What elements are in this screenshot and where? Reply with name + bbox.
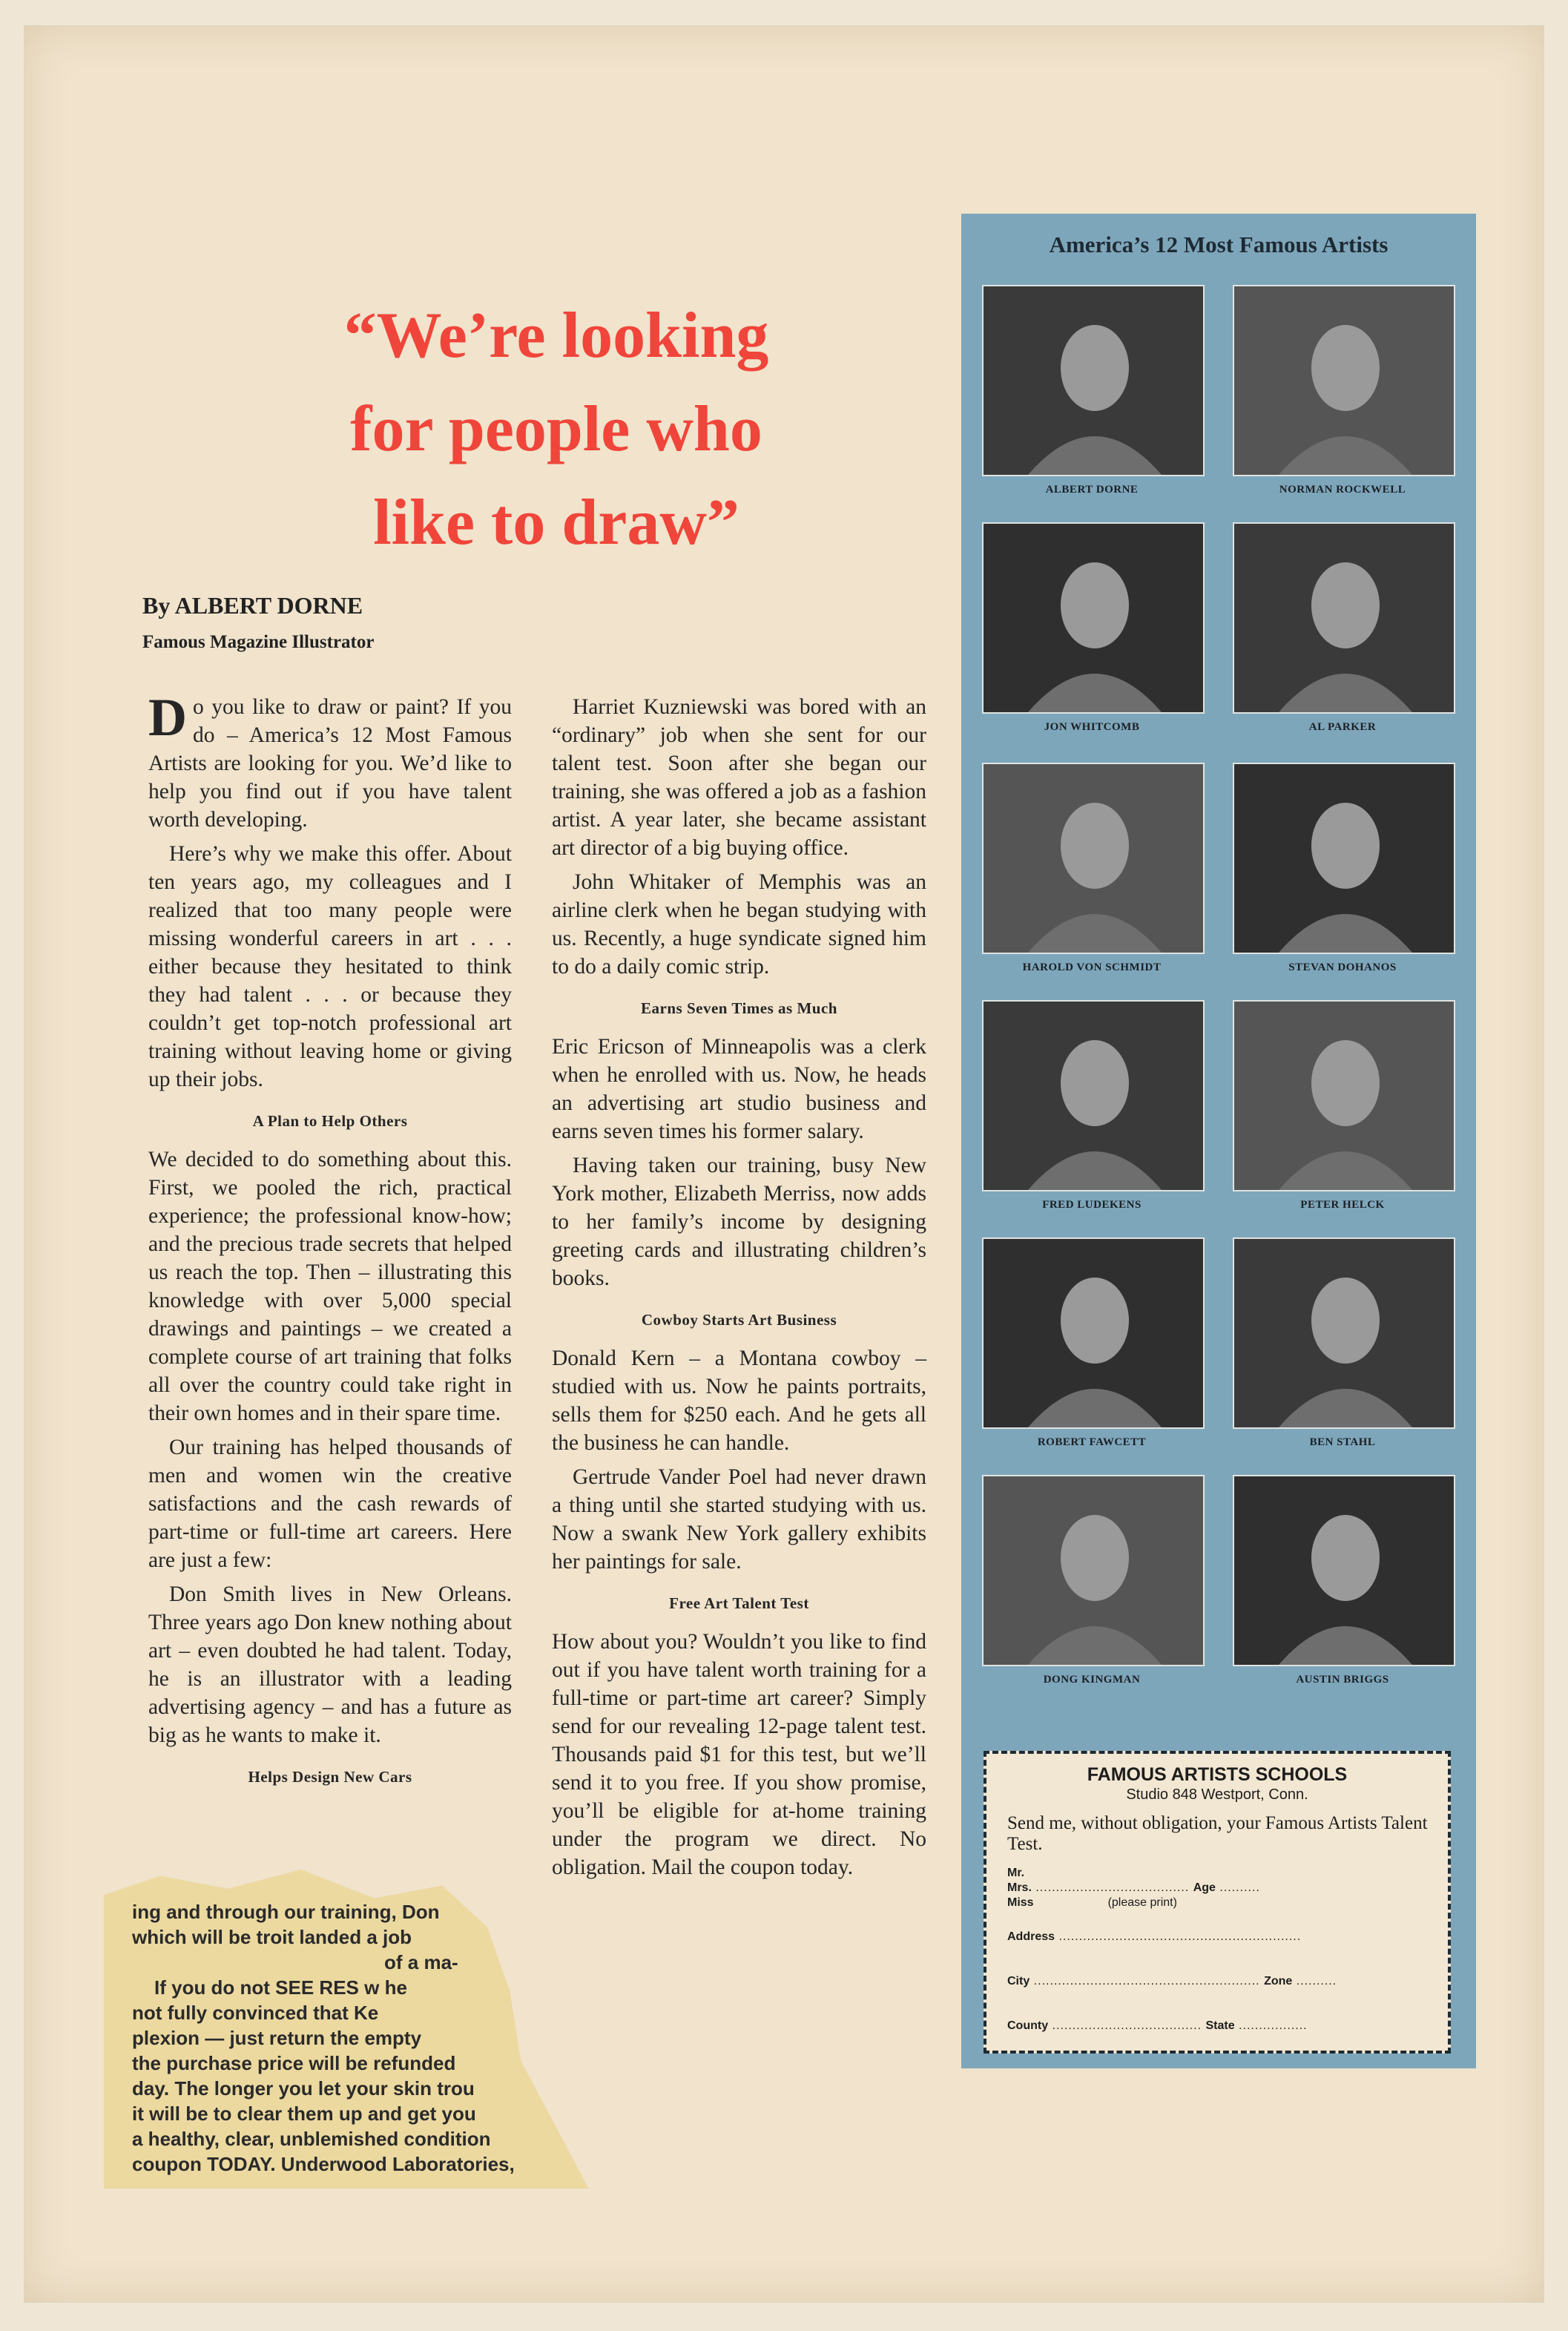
- dots: ..........: [1292, 1975, 1337, 1988]
- headline-line-2: for people who: [350, 393, 762, 465]
- mr-label: Mr.: [1007, 1867, 1025, 1879]
- artist-name-label: DONG KINGMAN: [1043, 1674, 1141, 1686]
- artist-name-label: NORMAN ROCKWELL: [1279, 484, 1406, 496]
- county-field[interactable]: [1007, 2019, 1445, 2033]
- paragraph: Do you like to draw or paint? If you do – America’s 12 Most Famous Artists are looking for you. We’d like to help you find out if you have talent worth developing.: [148, 688, 512, 832]
- dots: ............................................................: [1055, 1930, 1302, 1943]
- artist-name-label: BEN STAHL: [1309, 1436, 1376, 1448]
- paragraph: Eric Ericson of Minneapolis was a clerk when he enrolled with us. Now, he heads an advertising art studio business and earns seven times his former salary.: [552, 1035, 926, 1143]
- portrait-placeholder-icon: [1234, 524, 1454, 712]
- coupon-address: Studio 848 Westport, Conn.: [1126, 1786, 1308, 1803]
- torn-line: of a ma-: [384, 1951, 458, 1973]
- artist-photo: [982, 522, 1205, 714]
- artist-name-label: HAROLD VON SCHMIDT: [1022, 961, 1162, 973]
- headline: [245, 289, 868, 570]
- portrait-placeholder-icon: [984, 524, 1203, 712]
- portrait-placeholder-icon: [1234, 1476, 1454, 1665]
- paragraph: Donald Kern – a Montana cowboy – studied with us. Now he paints portraits, sells them for $250 each. And he gets all the business he can handle.: [552, 1347, 926, 1455]
- portrait-placeholder-icon: [1234, 286, 1454, 475]
- subheading: Earns Seven Times as Much: [641, 999, 837, 1017]
- torn-fragment-text: [132, 1899, 592, 2177]
- panel-title: America’s 12 Most Famous Artists: [1049, 231, 1389, 257]
- torn-line: ing and through our training, Don: [132, 1901, 440, 1923]
- county-label: County: [1007, 2019, 1049, 2032]
- artist-name-label: PETER HELCK: [1300, 1199, 1385, 1211]
- torn-line: day. The longer you let your skin trou: [132, 2077, 475, 2100]
- city-label: City: [1007, 1975, 1030, 1988]
- drop-cap: D: [148, 688, 187, 747]
- artist-name-label: AUSTIN BRIGGS: [1296, 1674, 1389, 1686]
- coupon-form[interactable]: [984, 1751, 1451, 2054]
- dots: .................: [1234, 2019, 1308, 2032]
- torn-line: coupon TODAY. Underwood Laboratories,: [132, 2153, 515, 2175]
- state-label: State: [1205, 2019, 1235, 2032]
- article-column-2: [552, 693, 926, 1887]
- artist-photo: [982, 763, 1205, 954]
- paragraph: Our training has helped thousands of men and women win the creative satisfactions and the cash rewards of part-time or full-time art careers. Here are just a few:: [148, 1436, 512, 1572]
- dots: ..........: [1215, 1881, 1260, 1894]
- address-label: Address: [1007, 1930, 1055, 1943]
- portrait-placeholder-icon: [1234, 1002, 1454, 1190]
- address-field[interactable]: [1007, 1930, 1445, 1944]
- subheading: A Plan to Help Others: [252, 1112, 408, 1130]
- portrait-placeholder-icon: [984, 286, 1203, 475]
- artist-name-label: JON WHITCOMB: [1044, 721, 1140, 733]
- age-label: Age: [1193, 1881, 1216, 1894]
- paragraph: Gertrude Vander Poel had never drawn a thing until she started studying with us. Now a swank New York gallery exhibits her paintings for sale.: [552, 1465, 926, 1574]
- artist-photo: [982, 1000, 1205, 1191]
- paragraph: We decided to do something about this. First, we pooled the rich, practical experience; the professional know-how; and the precious trade secrets that helped us reach the top. Then – illustrating this knowledge with over 5,000 special drawings and paintings – we created a complete course of art training that folks all over the country could take right in their own homes and in their spare time.: [148, 1148, 512, 1425]
- dots: ......................................: [1031, 1881, 1193, 1894]
- dots: ........................................................: [1030, 1975, 1265, 1988]
- artist-name-label: AL PARKER: [1308, 721, 1377, 733]
- coupon-title: FAMOUS ARTISTS SCHOOLS: [1087, 1764, 1348, 1785]
- artist-name-label: ALBERT DORNE: [1045, 484, 1139, 496]
- miss-label: Miss: [1007, 1896, 1034, 1909]
- artist-name-label: ROBERT FAWCETT: [1037, 1436, 1147, 1448]
- torn-line: which will be troit landed a job: [132, 1926, 412, 1948]
- artist-photo: [1233, 522, 1455, 714]
- paragraph: Having taken our training, busy New York mother, Elizabeth Merriss, now adds to her family’s income by designing greeting cards and illustrating children’s books.: [552, 1154, 926, 1290]
- subheading: Free Art Talent Test: [669, 1594, 809, 1612]
- artist-photo: [982, 1237, 1205, 1429]
- torn-line: If you do not SEE RES w he: [154, 1976, 407, 1999]
- miss-row: [1007, 1896, 1445, 1910]
- portrait-placeholder-icon: [984, 764, 1203, 953]
- headline-line-3: like to draw”: [373, 487, 739, 559]
- paragraph: Here’s why we make this offer. About ten years ago, my colleagues and I realized that too many people were missing wonderful careers in art . . . either because they hesitated to think they had talent . . . or because they couldn’t get top-notch professional art training without leaving home or giving up their jobs.: [148, 842, 512, 1091]
- name-field[interactable]: [1007, 1881, 1445, 1895]
- portrait-placeholder-icon: [984, 1002, 1203, 1190]
- paragraph: Harriet Kuzniewski was bored with an “ordinary” job when she sent for our talent test. Soon after she began our training, she was offered a job as a fashion artist. A year later, she became assistant art director of a big buying office.: [552, 695, 926, 860]
- torn-line: it will be to clear them up and get you: [132, 2102, 476, 2125]
- dots: .....................................: [1048, 2019, 1206, 2032]
- subheading: Cowboy Starts Art Business: [641, 1311, 837, 1329]
- byline: By ALBERT DORNE: [142, 592, 363, 619]
- city-field[interactable]: [1007, 1975, 1445, 1988]
- torn-line: plexion — just return the empty: [132, 2027, 422, 2049]
- please-print-label: (please print): [1107, 1896, 1177, 1909]
- artist-photo: [982, 285, 1205, 476]
- zone-label: Zone: [1264, 1975, 1293, 1988]
- headline-line-1: “We’re looking: [343, 300, 769, 372]
- paragraph: John Whitaker of Memphis was an airline clerk when he began studying with us. Recently, a huge syndicate signed him to do a daily comic strip.: [552, 870, 926, 979]
- torn-line: a healthy, clear, unblemished condition: [132, 2128, 491, 2150]
- article-column-1: [148, 688, 512, 1801]
- byline-subtitle: Famous Magazine Illustrator: [142, 632, 375, 652]
- artist-photo: [982, 1475, 1205, 1666]
- torn-line: not fully convinced that Ke: [132, 2002, 379, 2024]
- coupon-text: Send me, without obligation, your Famous Artists Talent Test.: [1007, 1813, 1428, 1854]
- artist-photo: [1233, 763, 1455, 954]
- paragraph: How about you? Wouldn’t you like to find out if you have talent worth training for a full-time or part-time art career? Simply send for our revealing 12-page talent test. Thousands paid $1 for this test, but we’ll send it to you free. If you show promise, you’ll be eligible for at-home training under the program we direct. No obligation. Mail the coupon today.: [552, 1630, 926, 1879]
- torn-line: the purchase price will be refunded: [132, 2052, 456, 2074]
- portrait-placeholder-icon: [1234, 764, 1454, 953]
- mrs-label: Mrs.: [1007, 1881, 1032, 1894]
- artist-photo: [1233, 1237, 1455, 1429]
- paragraph: Don Smith lives in New Orleans. Three years ago Don knew nothing about art – even doubted he had talent. Today, he is an illustrator with a leading advertising agency – and has a future as big as he wants to make it.: [148, 1582, 512, 1747]
- portrait-placeholder-icon: [984, 1239, 1203, 1427]
- artist-photo: [1233, 1000, 1455, 1191]
- artist-name-label: FRED LUDEKENS: [1042, 1199, 1142, 1211]
- artist-name-label: STEVAN DOHANOS: [1288, 961, 1397, 973]
- subheading: Helps Design New Cars: [248, 1768, 412, 1786]
- portrait-placeholder-icon: [984, 1476, 1203, 1665]
- artist-photo: [1233, 1475, 1455, 1666]
- portrait-placeholder-icon: [1234, 1239, 1454, 1427]
- artist-photo: [1233, 285, 1455, 476]
